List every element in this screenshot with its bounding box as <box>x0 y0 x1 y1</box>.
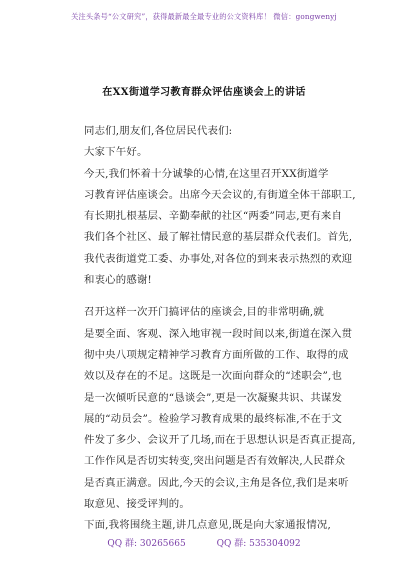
footer-contacts <box>0 536 408 549</box>
body-line: 彻中央八项规定精神学习教育方面所做的工作、取得的成 <box>84 348 349 361</box>
body-line: 件发了多少、会议开了几场,而在于思想认识是否真正提高, <box>84 434 356 447</box>
body-line: 今天,我们怀着十分诚挚的心情,在这里召开XX街道学 <box>84 167 329 180</box>
body-line: 我们各个社区、最了解社情民意的基层群众代表们。首先, <box>84 231 353 244</box>
body-line: 是否真正满意。因此,今天的会议,主角是各位,我们是来听 <box>84 476 349 489</box>
footer-qq-group-1: QQ 群: 30265665 <box>107 539 186 549</box>
footer-qq-group-2: QQ 群: 535304092 <box>216 539 301 549</box>
body-line: 大家下午好。 <box>84 146 148 159</box>
document-body <box>84 121 366 537</box>
body-line: 和衷心的感谢! <box>84 274 152 287</box>
body-line: 我代表街道党工委、办事处,对各位的到来表示热烈的欢迎 <box>84 252 353 265</box>
document-title: 在XX街道学习教育群众评估座谈会上的讲话 <box>102 87 306 98</box>
body-line: 效以及存在的不足。这既是一次面向群众的“述职会”,也 <box>84 370 343 383</box>
body-line: 有长期扎根基层、辛勤奉献的社区“两委”同志,更有来自 <box>84 210 343 223</box>
body-line: 召开这样一次开门搞评估的座谈会,目的非常明确,就 <box>84 306 324 319</box>
body-line: 同志们,朋友们,各位居民代表们: <box>84 125 233 137</box>
body-line: 是要全面、客观、深入地审视一段时间以来,街道在深入贯 <box>84 327 353 340</box>
body-line: 是一次倾听民意的“恳谈会”,更是一次凝聚共识、共谋发 <box>84 391 343 404</box>
header-banner: 关注头条号“公文研究”，获得最新最全最专业的公文资料库！ 微信：gongwenyj <box>71 12 337 21</box>
body-line: 工作作风是否切实转变,突出问题是否有效解决,人民群众 <box>84 455 346 468</box>
body-line: 取意见、接受评判的。 <box>84 498 190 511</box>
body-line: 展的“动员会”。检验学习教育成果的最终标准,不在于文 <box>84 412 343 425</box>
body-line: 习教育评估座谈会。出席今天会议的,有街道全体干部职工, <box>84 188 356 201</box>
body-line: 下面,我将围绕主题,讲几点意见,既是向大家通报情况, <box>84 519 332 532</box>
